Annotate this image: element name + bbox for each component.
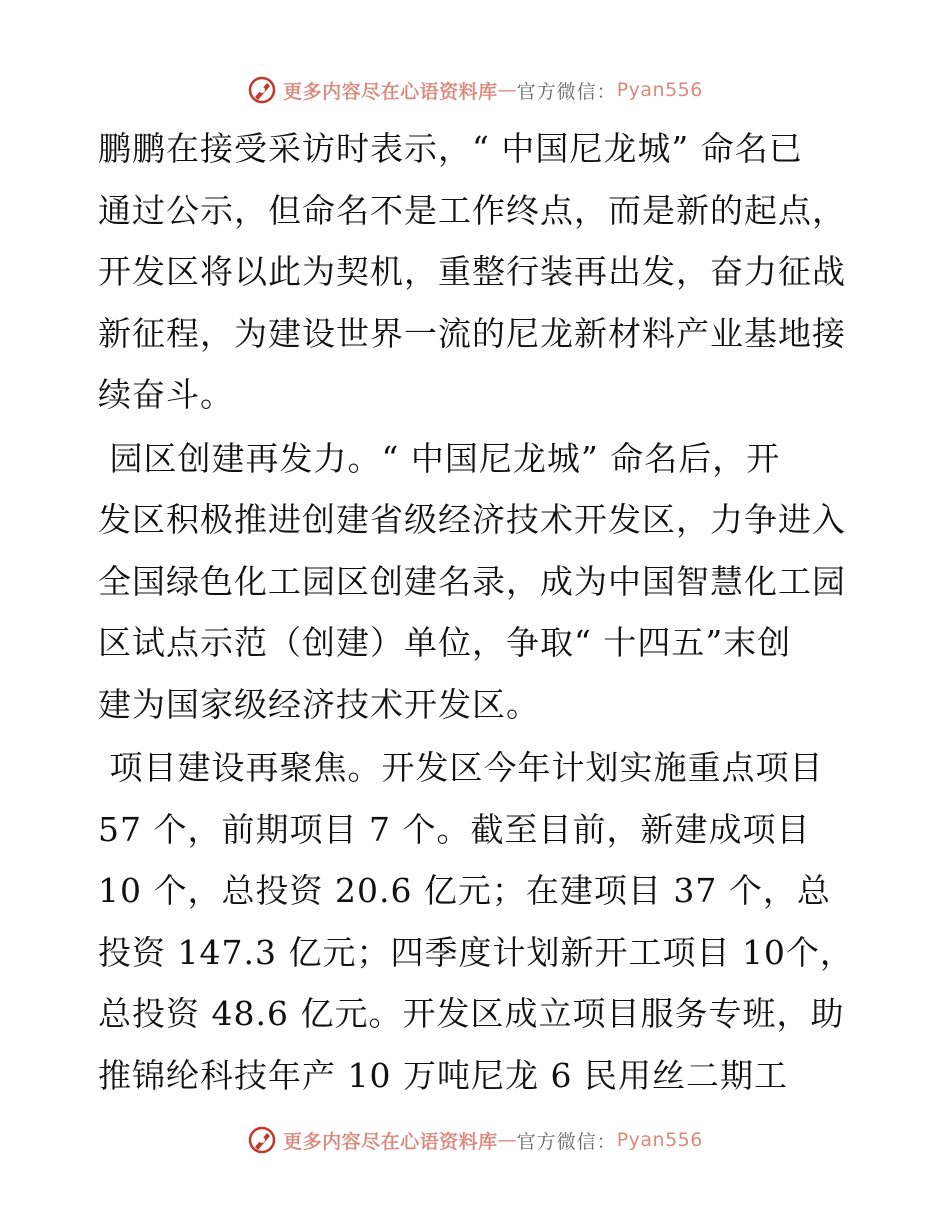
text-line: 园区创建再发力。“ 中国尼龙城” 命名后，开 [98,438,781,478]
text-line: 通过公示，但命名不是工作终点，而是新的起点， [98,190,846,230]
banner-text: 更多内容尽在心语资料库 [283,80,498,103]
text-line: 发区积极推进创建省级经济技术开发区，力争进入 [98,500,846,539]
banner-text: 更多内容尽在心语资料库 [283,1130,498,1153]
text-line: 续奋斗。 [98,375,234,414]
text-line: 区试点示范（创建）单位，争取“ 十四五”末创 [98,623,792,662]
banner-wechat-id: Pyan556 [616,1129,703,1151]
paragraph-2 [98,428,858,736]
banner-dash: — [497,79,517,101]
banner-official-label: 官方微信： [516,80,617,103]
pen-logo-icon [247,1125,277,1155]
document-body [98,118,858,1108]
text-line: 新征程，为建设世界一流的尼龙新材料产业基地接 [98,313,846,353]
banner-wechat-id: Pyan556 [616,79,703,101]
pen-logo-icon [247,75,277,105]
text-line: 项目建设再聚焦。开发区今年计划实施重点项目 [98,748,824,787]
text-line: 推锦纶科技年产 10 万吨尼龙 6 民用丝二期工 [98,1055,788,1095]
paragraph-1 [98,118,858,426]
text-line: 投资 147.3 亿元；四季度计划新开工项目 10个， [98,932,854,972]
text-line: 57 个，前期项目 7 个。截至目前，新建成项目 [98,809,811,849]
header-watermark-banner [0,70,950,110]
text-line: 建为国家级经济技术开发区。 [98,684,540,724]
banner-official-label: 官方微信： [516,1130,617,1153]
footer-watermark-banner [0,1120,950,1160]
text-line: 10 个，总投资 20.6 亿元；在建项目 37 个，总 [98,871,831,910]
paragraph-3 [98,737,858,1106]
text-line: 鹏鹏在接受采访时表示，“ 中国尼龙城” 命名已 [98,129,803,168]
text-line: 全国绿色化工园区创建名录，成为中国智慧化工园 [98,561,846,601]
banner-dash: — [497,1129,517,1151]
text-line: 总投资 48.6 亿元。开发区成立项目服务专班，助 [98,994,845,1033]
text-line: 开发区将以此为契机，重整行装再出发，奋力征战 [98,252,846,291]
